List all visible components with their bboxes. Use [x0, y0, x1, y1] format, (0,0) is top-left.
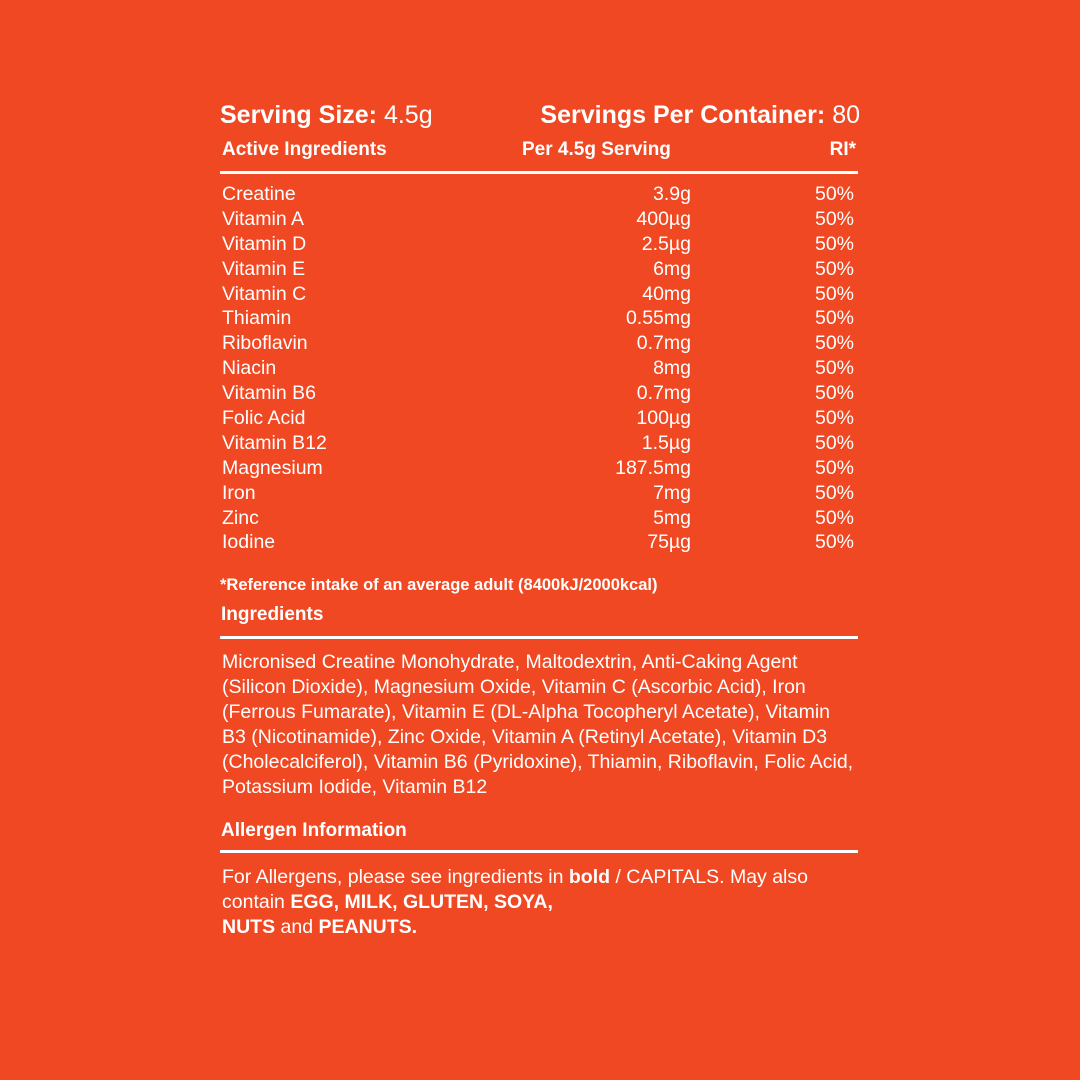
header-ingredient: Active Ingredients	[222, 139, 387, 160]
ingredients-text: Micronised Creatine Monohydrate, Maltodextrin, Anti-Caking Agent (Silicon Dioxide), Magnesium Oxide, Vitamin C (Ascorbic Acid), Iron (Ferrous Fumarate), Vitamin E (DL-Alpha Tocopheryl Acetate), Vitamin B3 (Nicotinamide), Zinc Oxide, Vitamin A (Retinyl Acetate), Vitamin D3 (Cholecalciferol), Vitamin B6 (Pyridoxine), Thiamin, Riboflavin, Folic Acid, Potassium Iodide, Vitamin B12	[222, 651, 854, 798]
allergen-text-part1: For Allergens, please see ingredients in	[222, 866, 569, 888]
header-divider	[220, 171, 858, 174]
table-row	[220, 182, 860, 207]
nutrient-name: Folic Acid	[222, 407, 306, 430]
nutrient-amount: 8mg	[653, 357, 691, 380]
nutrient-name: Iodine	[222, 531, 276, 554]
nutrient-ri: 50%	[814, 382, 854, 405]
table-row	[220, 207, 860, 232]
allergen-text-part2: / CAPITALS. May also contain	[222, 866, 808, 913]
ri-footnote: *Reference intake of an average adult (8400kJ/2000kcal)	[220, 576, 658, 594]
nutrient-ri: 50%	[814, 282, 854, 305]
nutrient-amount: 2.5µg	[641, 232, 691, 255]
nutrient-amount: 40mg	[642, 282, 691, 305]
nutrient-ri: 50%	[814, 257, 854, 280]
allergen-and-word: and	[275, 915, 319, 938]
table-row	[220, 282, 860, 307]
table-row	[220, 530, 860, 555]
nutrient-ri: 50%	[814, 407, 854, 430]
nutrient-amount: 7mg	[653, 481, 691, 504]
nutrient-amount: 3.9g	[653, 183, 691, 205]
nutrient-name: Vitamin A	[222, 207, 305, 230]
servings-per-container	[540, 101, 860, 130]
allergen-list-2: NUTS	[222, 915, 276, 938]
table-row	[220, 331, 860, 356]
table-row	[220, 257, 860, 282]
nutrient-name: Magnesium	[222, 456, 323, 479]
nutrient-ri: 50%	[814, 531, 854, 554]
table-row	[220, 506, 860, 531]
header-per-serving: Per 4.5g Serving	[522, 139, 671, 160]
nutrient-table	[220, 182, 860, 555]
table-row	[220, 381, 860, 406]
nutrient-amount: 5mg	[653, 506, 691, 529]
table-row	[220, 356, 860, 381]
nutrient-ri: 50%	[814, 357, 854, 380]
nutrient-ri: 50%	[814, 332, 854, 355]
nutrient-amount: 6mg	[653, 257, 691, 280]
serving-size	[220, 101, 433, 130]
nutrient-name: Vitamin D	[222, 232, 307, 255]
nutrient-ri: 50%	[814, 207, 854, 230]
nutrient-name: Riboflavin	[222, 332, 308, 355]
nutrient-name: Creatine	[222, 183, 296, 205]
nutrient-ri: 50%	[814, 506, 854, 529]
ingredients-title: Ingredients	[221, 604, 324, 625]
allergen-text	[222, 865, 822, 940]
allergen-title: Allergen Information	[221, 820, 407, 841]
servings-per-container-value: 80	[832, 101, 860, 129]
ingredients-divider	[220, 636, 858, 639]
nutrient-ri: 50%	[814, 481, 854, 504]
nutrient-ri: 50%	[814, 456, 854, 479]
nutrient-ri: 50%	[814, 183, 854, 205]
nutrient-ri: 50%	[814, 232, 854, 255]
table-row	[220, 232, 860, 257]
nutrient-amount: 400µg	[636, 207, 691, 230]
nutrient-amount: 75µg	[647, 531, 691, 554]
serving-size-value: 4.5g	[383, 101, 433, 129]
nutrient-amount: 0.7mg	[636, 332, 691, 355]
serving-size-label: Serving Size:	[220, 101, 377, 129]
table-row	[220, 456, 860, 481]
nutrient-ri: 50%	[814, 307, 854, 330]
nutrient-amount: 1.5µg	[641, 431, 691, 454]
nutrient-amount: 0.7mg	[636, 382, 691, 405]
table-row	[220, 306, 860, 331]
nutrient-amount: 0.55mg	[625, 307, 691, 330]
nutrient-amount: 187.5mg	[615, 456, 691, 479]
nutrient-ri: 50%	[814, 431, 854, 454]
nutrient-name: Vitamin E	[222, 257, 306, 280]
nutrient-name: Vitamin B12	[222, 431, 327, 454]
table-row	[220, 481, 860, 506]
nutrient-name: Vitamin C	[222, 282, 307, 305]
allergen-divider	[220, 850, 858, 853]
nutrient-name: Niacin	[222, 357, 277, 380]
nutrient-name: Iron	[222, 481, 256, 504]
nutrient-name: Zinc	[222, 506, 259, 529]
table-row	[220, 431, 860, 456]
header-ri: RI*	[829, 139, 856, 160]
allergen-bold-word: bold	[568, 866, 611, 888]
table-header	[220, 139, 860, 165]
serving-info	[220, 101, 860, 135]
nutrient-name: Thiamin	[222, 307, 292, 330]
nutrient-name: Vitamin B6	[222, 382, 316, 405]
table-row	[220, 406, 860, 431]
servings-per-container-label: Servings Per Container:	[540, 101, 826, 129]
nutrient-amount: 100µg	[636, 407, 691, 430]
allergen-list-3: PEANUTS.	[318, 915, 418, 938]
allergen-list-1: EGG, MILK, GLUTEN, SOYA,	[290, 890, 553, 913]
